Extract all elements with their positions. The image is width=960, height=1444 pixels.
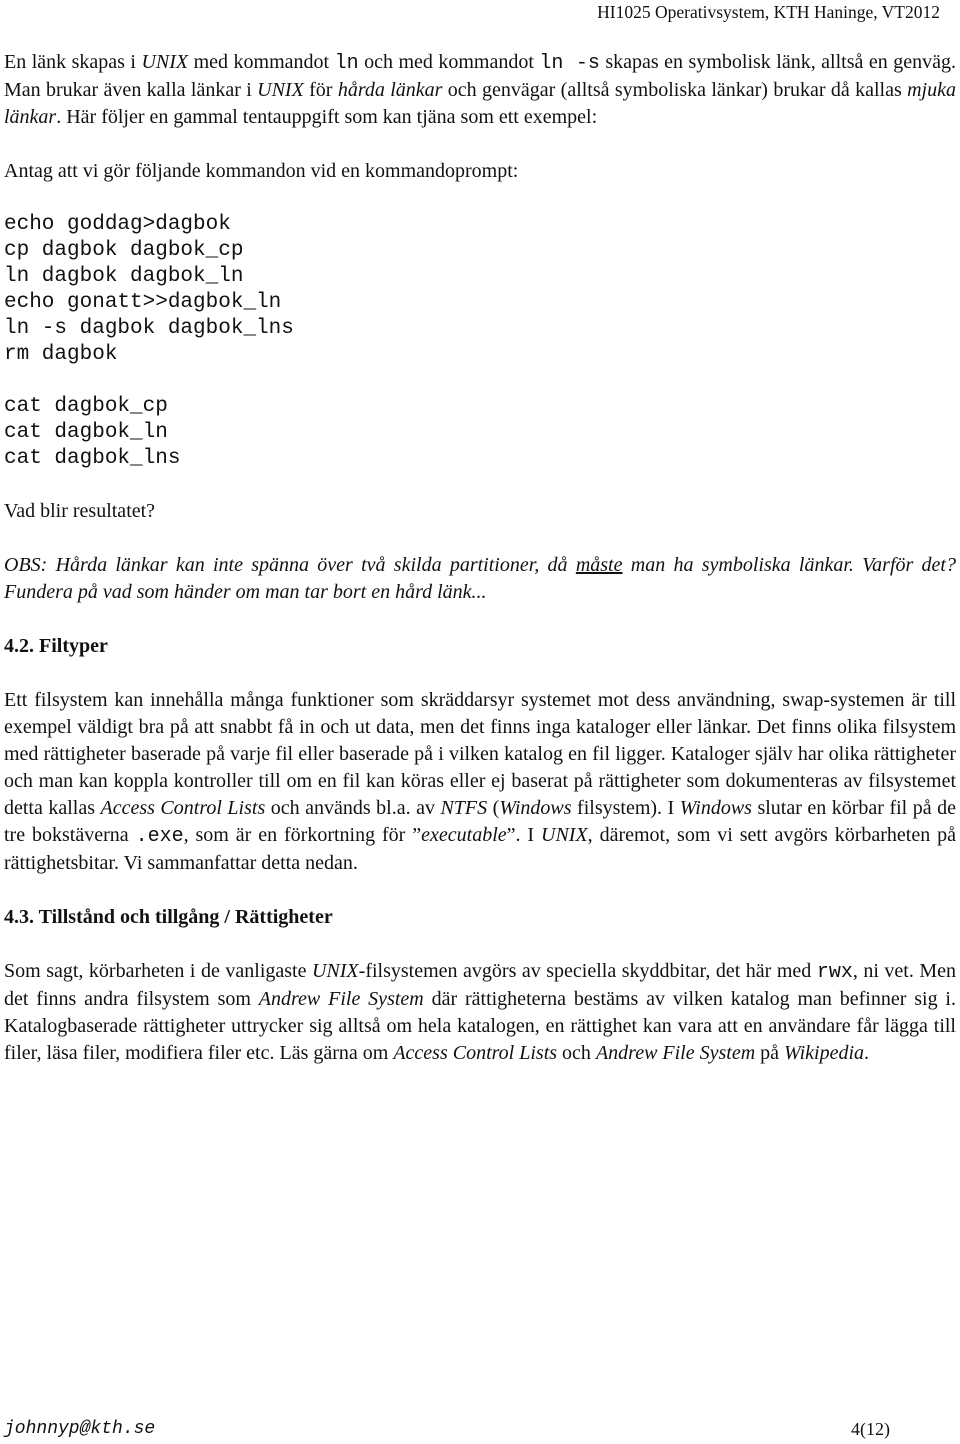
command-line: cat dagbok_ln (4, 421, 168, 444)
section-4-3-paragraph (4, 958, 956, 1067)
text: och (557, 1042, 596, 1064)
text: man ha symboliska länkar. Varför det? Fundera på vad som händer om man tar bort en hård länk... (4, 554, 956, 603)
text: där rättigheterna bestäms av vilken katalog man befinner sig i. Katalogbaserade rättigheter uttrycker sig alltså om hela katalogen, en rättighet kan vara att en användare får lägga till filer, läsa filer, modifiera filer etc. Läs gärna om (4, 988, 956, 1064)
command-line: ln -s dagbok dagbok_lns (4, 317, 294, 340)
text: skapas en symbolisk länk, alltså en genväg. Man brukar även kalla länkar i (4, 51, 956, 101)
text: ”. I (506, 824, 541, 846)
text: filsystem). I (571, 797, 680, 819)
emphasis-maste: måste (575, 554, 623, 576)
term-andrew-file-system: Andrew File System (258, 988, 424, 1010)
term-mjuka-lankar: mjuka länkar (4, 79, 956, 128)
assume-paragraph: Antag att vi gör följande kommandon vid en kommandoprompt: (4, 160, 519, 182)
text: och används bl.a. av (265, 797, 441, 819)
text: med kommandot (188, 51, 335, 73)
section-heading-4-2: 4.2. Filtyper (4, 635, 108, 657)
text: ( (487, 797, 500, 819)
text: Ett filsystem kan innehålla många funktioner som skräddarsyr systemet mot dess användning, swap-systemen är till exempel väldigt bra på att snabbt få in och ut data, men det finns inga kataloger eller länkar. Det finns olika filsystem med rättigheter baserade på varje fil eller baserade på i vilken katalog en fil ligger. Kataloger själv har olika rättigheter och man kan koppla kontroller till om en fil kan köras eller ej baserat på rättigheter som dokumenteras av filsystemet detta kallas (4, 689, 956, 819)
text: -filsystemen avgörs av speciella skyddbitar, det här med (358, 960, 817, 982)
page-content (4, 49, 956, 1067)
command-line: echo gonatt>>dagbok_ln (4, 291, 282, 314)
term-unix: UNIX (541, 824, 588, 846)
term-ntfs: NTFS (440, 797, 488, 819)
term-rwx: rwx (816, 961, 853, 984)
command-line: cp dagbok dagbok_cp (4, 239, 244, 262)
text: , däremot, som vi sett avgörs körbarheten på rättighetsbitar. Vi sammanfattar detta nedan. (4, 824, 956, 874)
command-ln: ln (334, 52, 359, 75)
text: och genvägar (alltså symboliska länkar) brukar då kallas (442, 79, 908, 101)
term-harda-lankar: hårda länkar (337, 79, 443, 101)
term-acl: Access Control Lists (100, 797, 266, 819)
term-exe: .exe (135, 825, 184, 848)
text: Som sagt, körbarheten i de vanligaste (4, 960, 312, 982)
page-header: HI1025 Operativsystem, KTH Haninge, VT2012 (597, 2, 940, 22)
section-4-2-paragraph (4, 687, 956, 877)
command-line: cat dagbok_cp (4, 395, 168, 418)
term-unix: UNIX (141, 51, 189, 73)
footer-page-number: 4(12) (851, 1419, 890, 1439)
term-executable: executable (421, 824, 507, 846)
obs-paragraph (4, 552, 956, 606)
term-wikipedia: Wikipedia (784, 1042, 865, 1064)
text: . Här följer en gammal tentauppgift som kan tjäna som ett exempel: (56, 106, 598, 128)
text: , som är en förkortning för ” (183, 824, 422, 846)
command-line: rm dagbok (4, 343, 118, 366)
page-footer (4, 1419, 890, 1443)
text: för (303, 79, 338, 101)
intro-paragraph (4, 49, 956, 131)
term-andrew-file-system: Andrew File System (595, 1042, 756, 1064)
text: . (864, 1042, 870, 1064)
text: slutar en körbar fil på de tre bokstäverna (4, 797, 956, 846)
term-unix: UNIX (311, 960, 359, 982)
text: , ni vet. Men det finns andra filsystem som (4, 960, 957, 1010)
text: på (755, 1042, 785, 1064)
footer-email: johnnyp@kth.se (4, 1419, 156, 1439)
cat-command-block (4, 394, 956, 472)
text: En länk skapas i (4, 51, 142, 73)
command-line: ln dagbok dagbok_ln (4, 265, 244, 288)
command-line: cat dagbok_lns (4, 447, 181, 470)
term-acl: Access Control Lists (393, 1042, 558, 1064)
term-windows: Windows (679, 797, 752, 819)
text: och med kommandot (358, 51, 540, 73)
command-line: echo goddag>dagbok (4, 213, 231, 236)
text: OBS: Hårda länkar kan inte spänna över två skilda partitioner, då (4, 554, 576, 576)
command-block (4, 212, 956, 368)
term-unix: UNIX (257, 79, 304, 101)
term-windows: Windows (499, 797, 572, 819)
question-paragraph: Vad blir resultatet? (4, 500, 156, 522)
section-heading-4-3: 4.3. Tillstånd och tillgång / Rättigheter (4, 906, 333, 928)
command-ln-s: ln -s (539, 52, 600, 75)
